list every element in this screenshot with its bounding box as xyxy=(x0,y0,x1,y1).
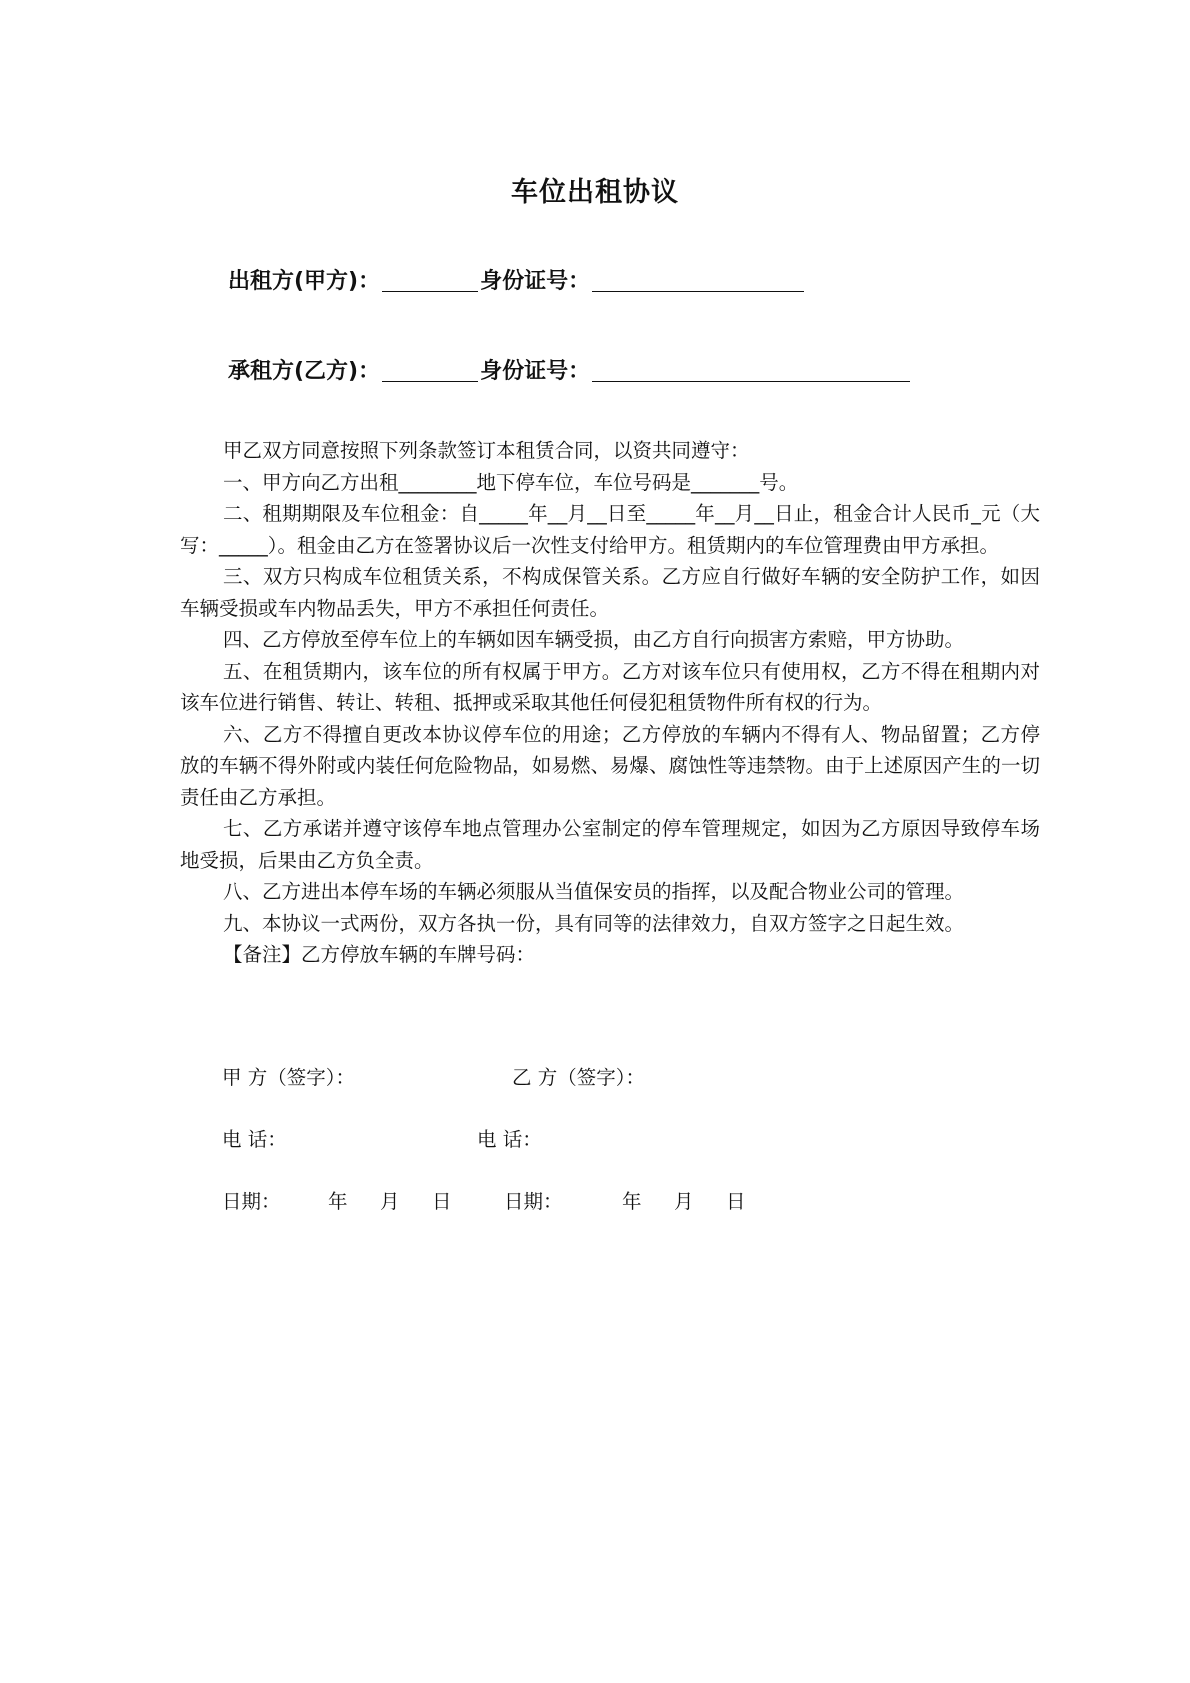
document-title: 车位出租协议 xyxy=(511,177,679,208)
clause-9: 九、本协议一式两份，双方各执一份，具有同等的法律效力，自双方签字之日起生效。 xyxy=(223,911,965,935)
clause-6: 六、乙方不得擅自更改本协议停车位的用途；乙方停放的车辆内不得有人、物品留置；乙方停放的车辆不得外附或内装任何危险物品，如易燃、易爆、腐蚀性等违禁物。由于上述原因产生的一切责任由乙方承担。 xyxy=(180,722,1040,809)
party-a-id-label: 身份证号： xyxy=(480,269,591,294)
party-a-line xyxy=(228,264,806,295)
remark-line: 【备注】乙方停放车辆的车牌号码： xyxy=(223,943,536,966)
intro-paragraph: 甲乙双方同意按照下列条款签订本租赁合同，以资共同遵守： xyxy=(223,439,750,462)
clause-4: 四、乙方停放至停车位上的车辆如因车辆受损，由乙方自行向损害方索赔，甲方协助。 xyxy=(223,628,965,651)
party-a-date-month: 月 xyxy=(380,1190,400,1213)
party-a-label: 出租方(甲方)： xyxy=(228,269,381,294)
party-b-date-day: 日 xyxy=(726,1190,746,1213)
clause-5: 五、在租赁期内，该车位的所有权属于甲方。乙方对该车位只有使用权，乙方不得在租期内对该车位进行销售、转让、转租、抵押或采取其他任何侵犯租赁物件所有权的行为。 xyxy=(180,659,1040,714)
party-b-id-blank[interactable] xyxy=(592,359,910,382)
party-a-date-label: 日期： xyxy=(222,1190,281,1213)
clause-7: 七、乙方承诺并遵守该停车地点管理办公室制定的停车管理规定，如因为乙方原因导致停车场地受损，后果由乙方负全责。 xyxy=(180,817,1040,872)
party-a-name-blank[interactable] xyxy=(382,269,478,292)
clause-3: 三、双方只构成车位租赁关系，不构成保管关系。乙方应自行做好车辆的安全防护工作，如因车辆受损或车内物品丢失，甲方不承担任何责任。 xyxy=(180,565,1040,620)
party-b-date-label: 日期： xyxy=(504,1190,563,1213)
party-b-name-blank[interactable] xyxy=(382,359,478,382)
party-a-date-day: 日 xyxy=(432,1190,452,1213)
party-b-date-month: 月 xyxy=(674,1190,694,1213)
clause-8: 八、乙方进出本停车场的车辆必须服从当值保安员的指挥，以及配合物业公司的管理。 xyxy=(223,880,965,903)
agreement-body xyxy=(180,435,1040,971)
party-a-phone-label: 电 话： xyxy=(222,1128,287,1151)
party-b-line xyxy=(228,354,912,385)
clause-1: 一、甲方向乙方出租________地下停车位，车位号码是_______号。 xyxy=(223,470,799,494)
party-a-signature-label: 甲 方（签字）： xyxy=(222,1066,355,1089)
party-a-id-blank[interactable] xyxy=(592,269,804,292)
party-b-id-label: 身份证号： xyxy=(480,359,591,384)
party-a-date-year: 年 xyxy=(328,1190,348,1213)
clause-2: 二、租期期限及车位租金：自_____年__月__日至_____年__月__日止，租金合计人民币_元（大写：_____）。租金由乙方在签署协议后一次性支付给甲方。租赁期内的车位管理费由甲方承担。 xyxy=(180,502,1040,557)
party-b-signature-label: 乙 方（签字）： xyxy=(512,1066,645,1089)
party-b-label: 承租方(乙方)： xyxy=(228,359,381,384)
party-b-date-year: 年 xyxy=(622,1190,642,1213)
party-b-phone-label: 电 话： xyxy=(477,1128,542,1151)
